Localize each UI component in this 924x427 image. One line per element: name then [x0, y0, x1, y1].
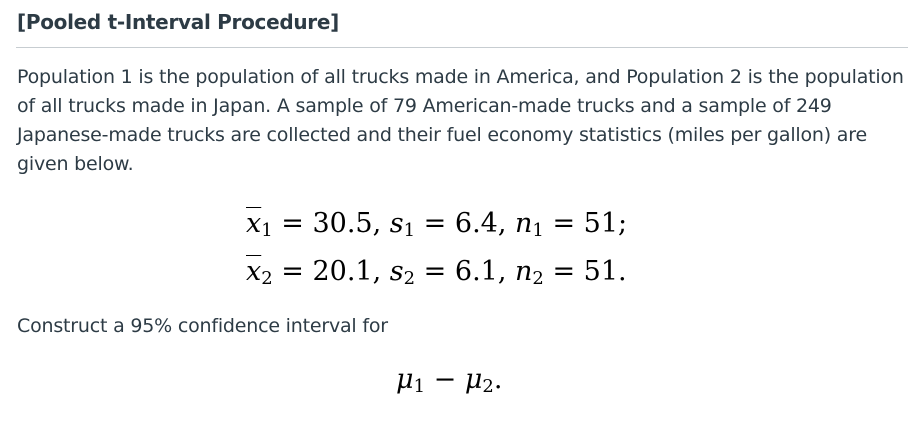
xbar-value: 30.5	[312, 208, 373, 239]
xbar-subscript: 1	[261, 220, 273, 241]
n-symbol: n	[515, 256, 533, 287]
s-symbol: s	[389, 208, 404, 239]
equation-end: .	[618, 256, 627, 287]
mu2-subscript: 2	[482, 376, 494, 397]
title-divider	[16, 47, 908, 48]
s-subscript: 2	[403, 268, 416, 289]
n-value: 51	[583, 208, 619, 239]
equation-row-1: $\overline{x}_1 = 30.5$, $s_1 = 6.4$, $n_1 = 51$;	[246, 208, 628, 241]
n-subscript: 2	[532, 268, 544, 289]
s-value: 6.1	[454, 256, 498, 287]
n-value: 51	[583, 256, 619, 287]
equation-end: ;	[618, 208, 628, 239]
n-subscript: 1	[532, 220, 544, 241]
target-expression: $\mu_1 - \mu_2$.	[396, 364, 503, 397]
problem-title: [Pooled t-Interval Procedure]	[17, 10, 339, 34]
mu-symbol: μ	[464, 364, 483, 395]
n-symbol: n	[515, 208, 533, 239]
s-symbol: s	[389, 256, 404, 287]
xbar-subscript: 2	[261, 268, 273, 289]
xbar-symbol: $\overline{x}$	[246, 208, 262, 239]
xbar-symbol: $\overline{x}$	[246, 256, 262, 287]
target-end: .	[493, 364, 503, 395]
equation-row-2: $\overline{x}_2 = 20.1$, $s_2 = 6.1$, $n_2 = 51$.	[246, 256, 627, 289]
mu1-subscript: 1	[413, 376, 426, 397]
s-subscript: 1	[403, 220, 416, 241]
s-value: 6.4	[454, 208, 498, 239]
xbar-value: 20.1	[312, 256, 373, 287]
instruction-text: Construct a 95% confidence interval for	[17, 315, 388, 337]
problem-text: Population 1 is the population of all trucks made in America, and Population 2 is the population of all trucks made in Japan. A sample of 79 American-made trucks and a sample of 249 Japanese-made trucks are collected and their fuel economy statistics (miles per gallon) are given below.	[17, 66, 904, 175]
mu-symbol: μ	[396, 364, 414, 395]
